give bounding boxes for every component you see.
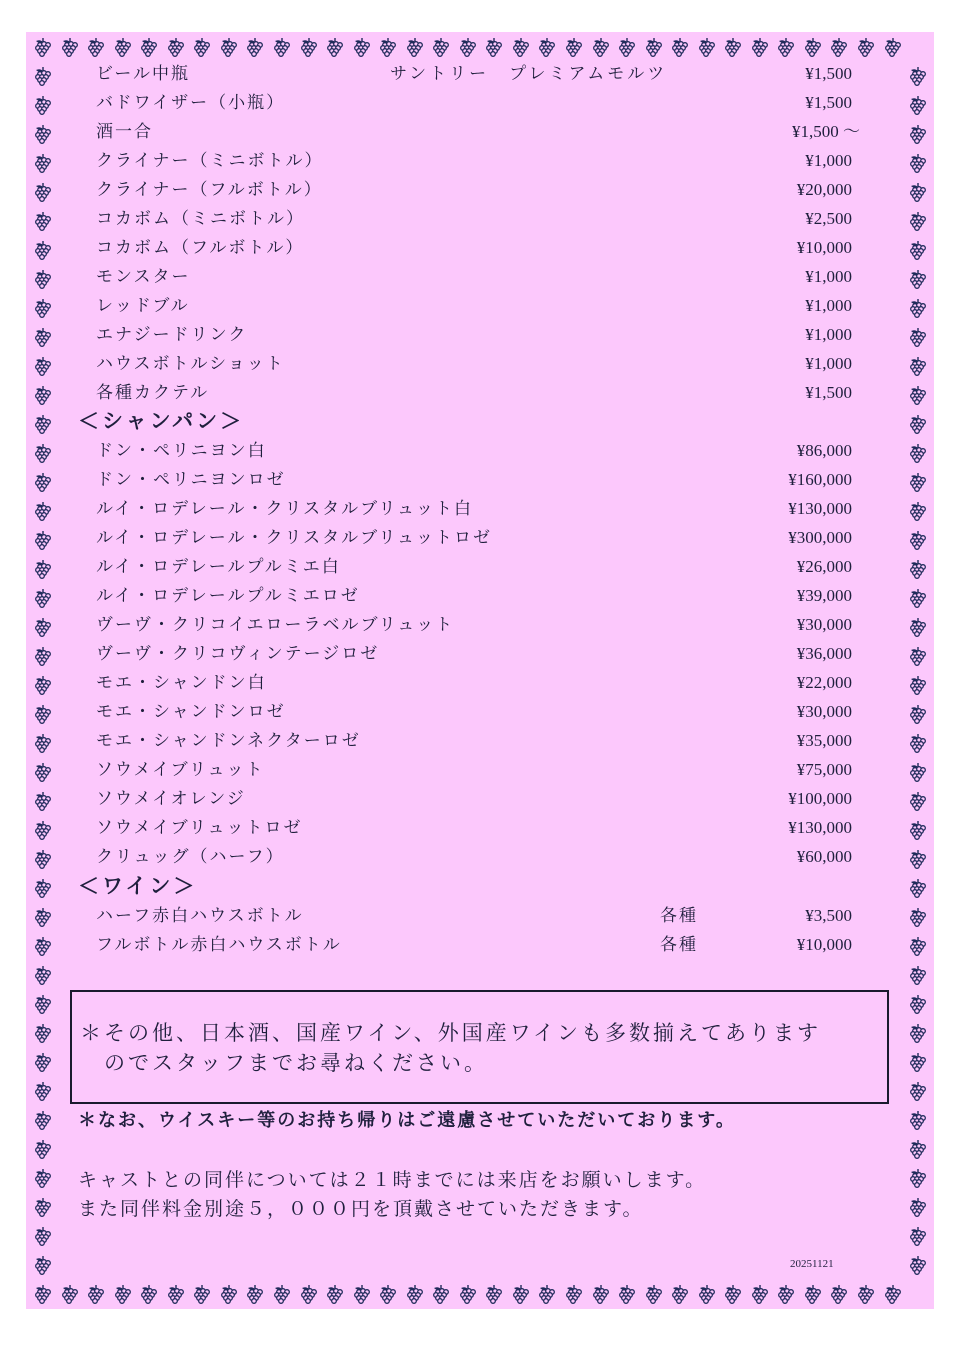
- grape-icon: [34, 414, 52, 434]
- grape-icon: [353, 37, 371, 57]
- grape-icon: [777, 37, 795, 57]
- grape-icon: [34, 1110, 52, 1130]
- menu-item-price: ¥100,000: [788, 789, 852, 808]
- grape-icon: [459, 37, 477, 57]
- grape-icon: [618, 37, 636, 57]
- grape-icon: [884, 37, 902, 57]
- grape-icon: [909, 182, 927, 202]
- menu-item-name: ハーフ赤白ハウスボトル: [96, 906, 304, 926]
- grape-icon: [698, 1284, 716, 1304]
- grape-icon: [193, 1284, 211, 1304]
- menu-item-name: コカボム（ミニボトル）: [96, 209, 305, 229]
- menu-item-price: ¥36,000: [796, 644, 852, 663]
- grape-icon: [751, 1284, 769, 1304]
- grape-icon: [909, 1226, 927, 1246]
- grape-icon: [909, 646, 927, 666]
- grape-icon: [432, 1284, 450, 1304]
- menu-item-name: フルボトル赤白ハウスボトル: [96, 935, 342, 955]
- menu-item-name: クリュッグ（ハーフ）: [96, 847, 285, 867]
- menu-item-price: ¥60,000: [796, 847, 852, 866]
- grape-icon: [671, 37, 689, 57]
- grape-icon: [857, 1284, 875, 1304]
- grape-icon: [34, 269, 52, 289]
- menu-item-name: ルイ・ロデレールプルミエ白: [96, 557, 341, 577]
- menu-item-name: レッドブル: [96, 296, 190, 316]
- menu-item-name: ルイ・ロデレール・クリスタルブリュット白: [96, 499, 473, 519]
- grape-icon: [645, 37, 663, 57]
- grape-icon: [34, 153, 52, 173]
- menu-item-name: ルイ・ロデレールプルミエロゼ: [96, 586, 360, 606]
- menu-item-name: ルイ・ロデレール・クリスタルブリュットロゼ: [96, 528, 492, 548]
- menu-item-name: モエ・シャンドンロゼ: [96, 702, 286, 722]
- grape-icon: [34, 791, 52, 811]
- menu-item-note: 各種: [660, 935, 698, 955]
- grape-icon: [909, 153, 927, 173]
- grape-icon: [724, 1284, 742, 1304]
- grape-icon: [34, 1139, 52, 1159]
- grape-icon: [61, 1284, 79, 1304]
- grape-icon: [909, 414, 927, 434]
- grape-icon: [538, 1284, 556, 1304]
- menu-item-price: ¥10,000: [796, 238, 852, 257]
- menu-item-price: ¥86,000: [796, 441, 852, 460]
- grape-icon: [300, 37, 318, 57]
- grape-icon: [909, 791, 927, 811]
- grape-icon: [909, 994, 927, 1014]
- menu-item-name: ドン・ペリニヨンロゼ: [96, 470, 286, 490]
- grape-icon: [909, 936, 927, 956]
- grape-icon: [909, 269, 927, 289]
- grape-icon: [485, 37, 503, 57]
- grape-icon: [34, 1081, 52, 1101]
- grape-icon: [34, 1023, 52, 1043]
- grape-icon: [909, 530, 927, 550]
- grape-icon: [459, 1284, 477, 1304]
- menu-item-note: サントリー プレミアムモルツ: [390, 64, 668, 84]
- grape-icon: [592, 1284, 610, 1304]
- grape-icon: [34, 530, 52, 550]
- grape-icon: [167, 1284, 185, 1304]
- grape-icon: [909, 1168, 927, 1188]
- menu-item-price: ¥30,000: [796, 702, 852, 721]
- grape-icon: [114, 37, 132, 57]
- menu-item-price: ¥1,500: [805, 64, 852, 83]
- menu-item-price: ¥1,000: [805, 325, 852, 344]
- menu-item-price: ¥2,500: [805, 209, 852, 228]
- grape-icon: [34, 994, 52, 1014]
- menu-item-price: ¥1,000: [805, 267, 852, 286]
- grape-icon: [379, 1284, 397, 1304]
- grape-icon: [909, 95, 927, 115]
- menu-item-price: ¥26,000: [796, 557, 852, 576]
- grape-icon: [909, 559, 927, 579]
- grape-icon: [34, 385, 52, 405]
- grape-icon: [220, 1284, 238, 1304]
- grape-icon: [909, 762, 927, 782]
- grape-icon: [34, 1284, 52, 1304]
- grape-icon: [909, 472, 927, 492]
- menu-item-name: エナジードリンク: [96, 325, 248, 345]
- grape-icon: [512, 1284, 530, 1304]
- grape-icon: [140, 37, 158, 57]
- grape-icon: [884, 1284, 902, 1304]
- notice-line-2: のでスタッフまでお尋ねください。: [104, 1051, 488, 1075]
- grape-icon: [353, 1284, 371, 1304]
- grape-icon: [909, 820, 927, 840]
- footer-line-2: また同伴料金別途５，０００円を頂戴させていただきます。: [78, 1198, 644, 1220]
- menu-item-price: ¥30,000: [796, 615, 852, 634]
- grape-icon: [406, 37, 424, 57]
- menu-item-name: ハウスボトルショット: [96, 354, 285, 374]
- grape-icon: [34, 356, 52, 376]
- grape-icon: [909, 907, 927, 927]
- grape-icon: [909, 385, 927, 405]
- grape-icon: [830, 37, 848, 57]
- grape-icon: [512, 37, 530, 57]
- grape-icon: [909, 1197, 927, 1217]
- grape-icon: [34, 646, 52, 666]
- grape-icon: [273, 37, 291, 57]
- grape-icon: [34, 240, 52, 260]
- grape-icon: [34, 733, 52, 753]
- menu-item-price: ¥39,000: [796, 586, 852, 605]
- grape-icon: [909, 1052, 927, 1072]
- grape-icon: [246, 37, 264, 57]
- grape-icon: [34, 820, 52, 840]
- menu-item-price: ¥300,000: [788, 528, 852, 547]
- menu-item-price: ¥1,000: [805, 151, 852, 170]
- grape-icon: [909, 240, 927, 260]
- grape-icon: [326, 1284, 344, 1304]
- grape-icon: [34, 501, 52, 521]
- grape-icon: [34, 965, 52, 985]
- grape-icon: [246, 1284, 264, 1304]
- grape-icon: [87, 1284, 105, 1304]
- version-code: 20251121: [790, 1258, 834, 1270]
- notice-line-1: ＊その他、日本酒、国産ワイン、外国産ワインも多数揃えてあります: [80, 1021, 822, 1045]
- grape-icon: [34, 878, 52, 898]
- grape-icon: [565, 37, 583, 57]
- grape-icon: [34, 124, 52, 144]
- menu-item-name: 酒一合: [96, 122, 153, 142]
- grape-icon: [804, 1284, 822, 1304]
- menu-item-price: ¥160,000: [788, 470, 852, 489]
- menu-item-price: ¥22,000: [796, 673, 852, 692]
- grape-icon: [645, 1284, 663, 1304]
- grape-icon: [34, 211, 52, 231]
- grape-icon: [273, 1284, 291, 1304]
- menu-item-name: コカボム（フルボトル）: [96, 238, 305, 258]
- grape-icon: [34, 559, 52, 579]
- grape-icon: [909, 1139, 927, 1159]
- grape-icon: [34, 66, 52, 86]
- grape-icon: [34, 704, 52, 724]
- grape-icon: [751, 37, 769, 57]
- menu-item-name: ソウメイオレンジ: [96, 789, 246, 809]
- grape-icon: [61, 37, 79, 57]
- grape-icon: [114, 1284, 132, 1304]
- grape-icon: [34, 936, 52, 956]
- grape-icon: [34, 472, 52, 492]
- grape-icon: [830, 1284, 848, 1304]
- grape-icon: [909, 849, 927, 869]
- grape-icon: [140, 1284, 158, 1304]
- menu-item-name: クライナー（フルボトル）: [96, 180, 323, 200]
- grape-icon: [909, 1110, 927, 1130]
- menu-item-price: ¥35,000: [796, 731, 852, 750]
- section-title-wine: ＜ワイン＞: [78, 873, 198, 898]
- grape-icon: [618, 1284, 636, 1304]
- grape-icon: [909, 298, 927, 318]
- menu-item-price: ¥130,000: [788, 818, 852, 837]
- menu-item-name: モエ・シャンドンネクターロゼ: [96, 731, 361, 751]
- grape-icon: [909, 1023, 927, 1043]
- grape-icon: [300, 1284, 318, 1304]
- grape-icon: [34, 1197, 52, 1217]
- grape-icon: [592, 37, 610, 57]
- grape-icon: [909, 501, 927, 521]
- grape-icon: [34, 443, 52, 463]
- menu-item-name: モエ・シャンドン白: [96, 673, 267, 693]
- grape-icon: [34, 1226, 52, 1246]
- grape-icon: [698, 37, 716, 57]
- grape-icon: [909, 965, 927, 985]
- grape-icon: [909, 878, 927, 898]
- grape-icon: [909, 66, 927, 86]
- grape-icon: [909, 211, 927, 231]
- menu-item-name: 各種カクテル: [96, 383, 210, 403]
- grape-icon: [34, 617, 52, 637]
- menu-item-price: ¥1,500: [805, 383, 852, 402]
- grape-icon: [909, 443, 927, 463]
- notice-box: [70, 990, 889, 1104]
- grape-icon: [326, 37, 344, 57]
- menu-item-name: ヴーヴ・クリコヴィンテージロゼ: [96, 644, 380, 664]
- grape-icon: [671, 1284, 689, 1304]
- grape-icon: [777, 1284, 795, 1304]
- grape-icon: [220, 37, 238, 57]
- grape-icon: [34, 849, 52, 869]
- grape-icon: [34, 762, 52, 782]
- grape-icon: [87, 37, 105, 57]
- grape-icon: [909, 675, 927, 695]
- grape-icon: [406, 1284, 424, 1304]
- menu-item-name: ビール中瓶: [96, 64, 190, 84]
- grape-icon: [565, 1284, 583, 1304]
- menu-item-price: ¥1,500 ～: [792, 122, 860, 141]
- grape-icon: [909, 588, 927, 608]
- menu-item-name: バドワイザー（小瓶）: [96, 93, 286, 113]
- footer-line-1: キャストとの同伴については２１時までには来店をお願いします。: [78, 1169, 707, 1191]
- menu-item-price: ¥3,500: [805, 906, 852, 925]
- grape-icon: [34, 1255, 52, 1275]
- menu-item-price: ¥20,000: [796, 180, 852, 199]
- menu-item-name: モンスター: [96, 267, 191, 287]
- grape-icon: [909, 617, 927, 637]
- grape-icon: [34, 1052, 52, 1072]
- menu-item-price: ¥1,500: [805, 93, 852, 112]
- menu-item-name: クライナー（ミニボトル）: [96, 151, 324, 171]
- grape-icon: [432, 37, 450, 57]
- takeout-notice: ＊なお、ウイスキー等のお持ち帰りはご遠慮させていただいております。: [78, 1110, 736, 1131]
- grape-icon: [34, 37, 52, 57]
- grape-icon: [909, 733, 927, 753]
- menu-item-price: ¥1,000: [805, 296, 852, 315]
- menu-item-price: ¥130,000: [788, 499, 852, 518]
- grape-icon: [804, 37, 822, 57]
- menu-item-price: ¥1,000: [805, 354, 852, 373]
- grape-icon: [34, 907, 52, 927]
- grape-icon: [34, 588, 52, 608]
- grape-icon: [909, 327, 927, 347]
- grape-icon: [485, 1284, 503, 1304]
- menu-item-name: ヴーヴ・クリコイエローラベルブリュット: [96, 615, 455, 635]
- section-title-champagne: ＜シャンパン＞: [78, 408, 245, 433]
- grape-icon: [909, 356, 927, 376]
- grape-icon: [909, 704, 927, 724]
- grape-icon: [538, 37, 556, 57]
- grape-icon: [724, 37, 742, 57]
- menu-item-name: ソウメイブリュットロゼ: [96, 818, 303, 838]
- menu-item-name: ドン・ペリニヨン白: [96, 441, 267, 461]
- grape-icon: [34, 327, 52, 347]
- grape-icon: [167, 37, 185, 57]
- grape-icon: [34, 298, 52, 318]
- grape-icon: [857, 37, 875, 57]
- grape-icon: [193, 37, 211, 57]
- menu-item-price: ¥75,000: [796, 760, 852, 779]
- grape-icon: [909, 1081, 927, 1101]
- grape-icon: [34, 95, 52, 115]
- grape-icon: [34, 675, 52, 695]
- menu-item-name: ソウメイブリュット: [96, 760, 265, 780]
- grape-icon: [909, 1255, 927, 1275]
- grape-icon: [34, 1168, 52, 1188]
- menu-item-note: 各種: [660, 906, 698, 926]
- grape-icon: [379, 37, 397, 57]
- menu-item-price: ¥10,000: [796, 935, 852, 954]
- grape-icon: [34, 182, 52, 202]
